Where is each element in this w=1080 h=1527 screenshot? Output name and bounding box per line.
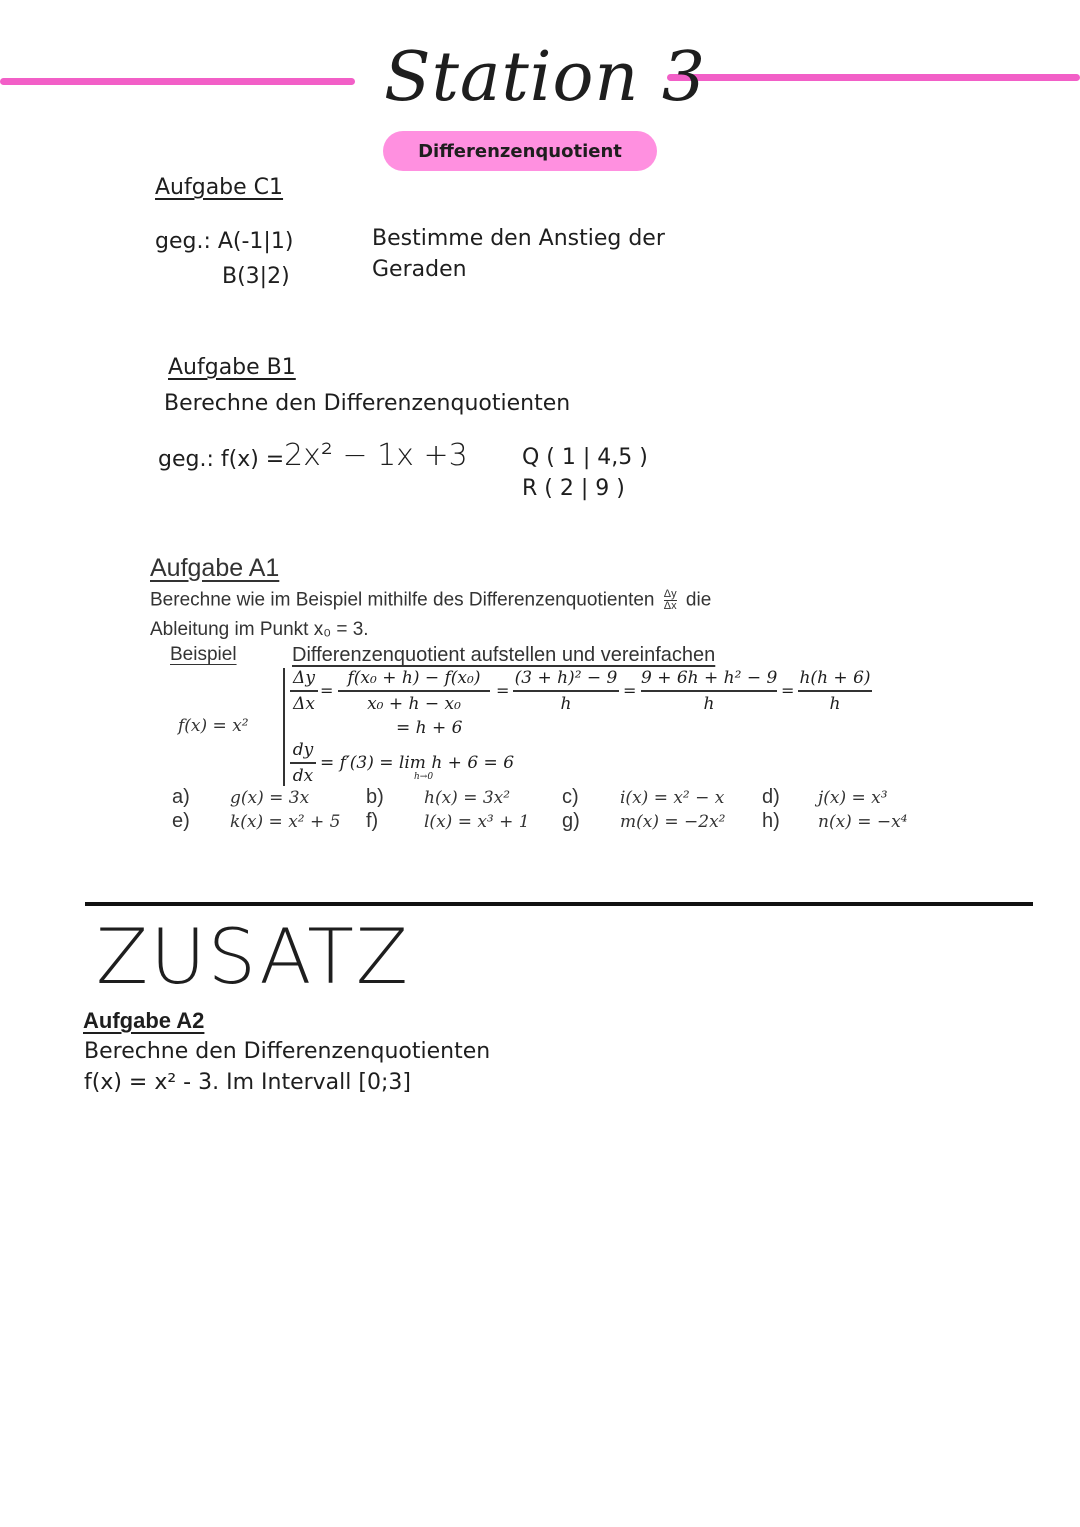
task-a1-die: die	[685, 589, 712, 611]
exercise-function: h(x) = 3x²	[424, 788, 511, 808]
topic-badge	[383, 131, 657, 171]
task-b1-instruction: Berechne den Differenzenquotienten	[164, 391, 571, 416]
task-c1-instruction-2: Geraden	[372, 257, 467, 282]
task-a1-instruction-text: Berechne wie im Beispiel mithilfe des Differenzenquotienten	[150, 589, 655, 611]
eq-3: =	[623, 681, 637, 700]
frac3-bar	[513, 690, 619, 692]
task-b1-point-r: R ( 2 | 9 )	[522, 476, 625, 501]
task-c1-point-b: B(3|2)	[222, 264, 290, 289]
header-line-right	[667, 74, 1080, 81]
task-a1-dy-dx	[664, 589, 677, 612]
task-a2-instruction: Berechne den Differenzenquotienten	[84, 1039, 491, 1064]
exercise-label: c)	[562, 786, 579, 808]
frac5-num: h(h + 6)	[799, 668, 871, 688]
section-divider	[85, 902, 1033, 906]
frac4-num: 9 + 6h + h² − 9	[641, 668, 778, 688]
simplified-result: = h + 6	[396, 718, 463, 738]
frac1-num: Δy	[293, 668, 315, 688]
task-a1-heading: Aufgabe A1	[150, 554, 280, 582]
frac3-num: (3 + h)² − 9	[514, 668, 618, 688]
task-c1-given: geg.: A(-1|1)	[155, 229, 294, 254]
exercise-function: n(x) = −x⁴	[818, 812, 908, 832]
task-a1-instruction-1	[150, 589, 711, 612]
frac-substituted	[513, 668, 619, 714]
frac5-bar	[798, 690, 872, 692]
deriv-bar	[290, 762, 316, 764]
limit-subscript: h→0	[414, 772, 434, 782]
zusatz-title: ZUSATZ	[96, 912, 410, 1001]
exercise-label: e)	[172, 810, 190, 832]
deriv-num: dy	[292, 740, 314, 760]
example-heading: Differenzenquotient aufstellen und vereinfachen	[292, 644, 716, 666]
task-a2-function: f(x) = x² - 3. Im Intervall [0;3]	[84, 1070, 411, 1095]
frac1-bar	[290, 690, 318, 692]
task-a1-dx: Δx	[663, 600, 677, 612]
frac4-bar	[641, 690, 777, 692]
eq-1: =	[320, 681, 334, 700]
task-a1-instruction-2: Ableitung im Punkt x₀ = 3.	[150, 619, 369, 640]
task-b1-heading: Aufgabe B1	[168, 355, 296, 380]
exercise-function: j(x) = x³	[818, 788, 888, 808]
frac-definition	[338, 668, 490, 714]
exercise-label: g)	[562, 810, 580, 832]
task-b1-function: 2x² − 1x +3	[284, 438, 468, 473]
example-bracket	[283, 668, 285, 786]
eq-2: =	[496, 681, 510, 700]
task-a1-dy: Δy	[663, 588, 677, 600]
header-line-left	[0, 78, 355, 85]
task-c1-instruction-1: Bestimme den Anstieg der	[372, 226, 665, 251]
exercise-function: k(x) = x² + 5	[230, 812, 341, 832]
example-label: Beispiel	[170, 644, 237, 665]
frac-derivative	[290, 740, 316, 786]
task-b1-point-q: Q ( 1 | 4,5 )	[522, 445, 648, 470]
exercise-label: f)	[366, 810, 379, 832]
page-title: Station 3	[384, 38, 707, 117]
eq-4: =	[781, 681, 795, 700]
derivative-result: = f′(3) = lim h + 6 = 6	[320, 753, 515, 773]
task-b1-given: geg.: f(x) =	[158, 447, 285, 472]
frac1-den: Δx	[293, 693, 315, 714]
frac2-bar	[338, 690, 490, 692]
topic-badge-label: Differenzenquotient	[418, 140, 622, 162]
exercise-function: l(x) = x³ + 1	[424, 812, 530, 832]
frac-dy-dx	[290, 668, 318, 714]
exercise-label: b)	[366, 786, 384, 808]
exercise-label: d)	[762, 786, 780, 808]
exercise-label: a)	[172, 786, 190, 808]
frac4-den: h	[703, 693, 715, 714]
task-c1-heading: Aufgabe C1	[155, 175, 284, 200]
frac2-den: x₀ + h − x₀	[367, 693, 461, 714]
deriv-den: dx	[292, 765, 314, 786]
frac3-den: h	[560, 693, 572, 714]
task-a2-heading: Aufgabe A2	[83, 1008, 205, 1033]
frac5-den: h	[829, 693, 841, 714]
exercise-function: m(x) = −2x²	[620, 812, 726, 832]
exercise-function: g(x) = 3x	[230, 788, 310, 808]
frac2-num: f(x₀ + h) − f(x₀)	[347, 668, 481, 688]
frac-expanded	[641, 668, 777, 714]
exercise-function: i(x) = x² − x	[620, 788, 725, 808]
example-function: f(x) = x²	[178, 716, 249, 736]
frac-factored	[798, 668, 872, 714]
exercise-label: h)	[762, 810, 780, 832]
